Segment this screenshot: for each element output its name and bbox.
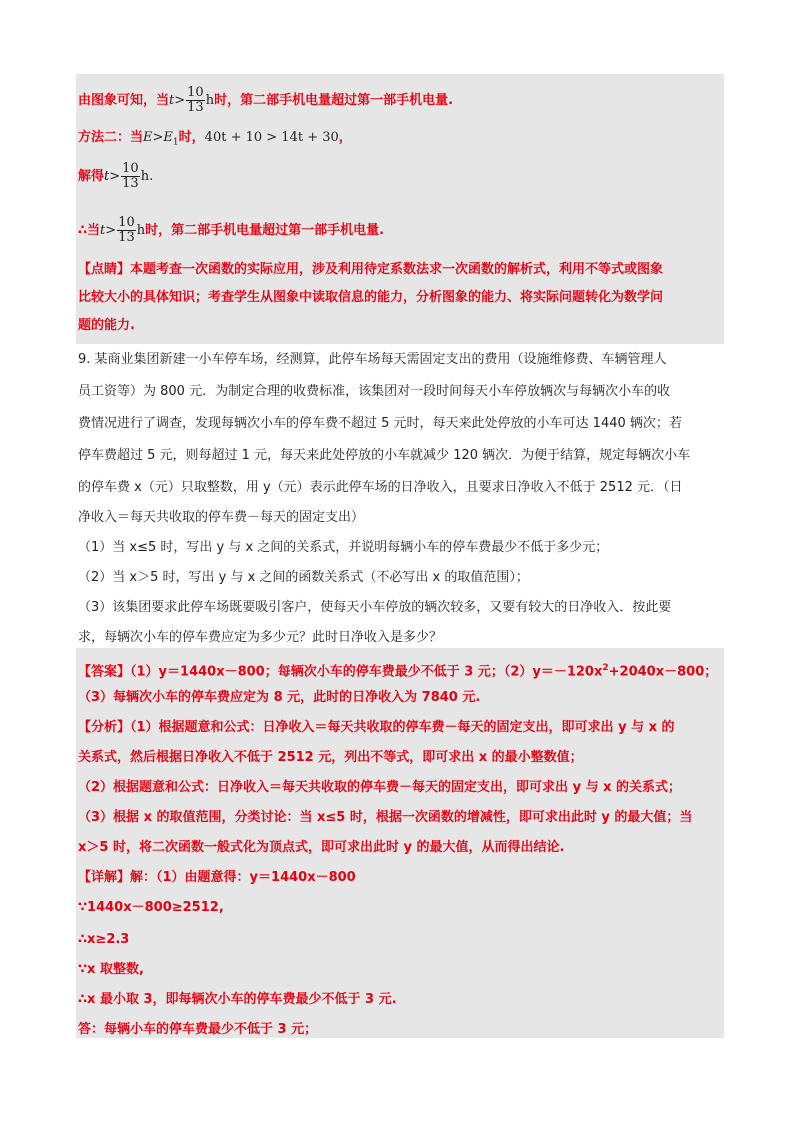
fraction-numerator: 10 <box>118 215 135 230</box>
question-line: 员工资等）为 800 元．为制定合理的收费标准，该集团对一段时间每天小车停放辆次与每辆次小车的收 <box>78 384 671 399</box>
variable-t: t <box>100 223 106 238</box>
comment-line: 【点睛】本题考查一次函数的实际应用，涉及利用待定系数法求一次函数的解析式，利用不等式或图象 <box>78 262 664 277</box>
therefore-line <box>78 216 724 245</box>
solve-line <box>78 162 724 191</box>
fraction-denominator: 13 <box>118 230 135 245</box>
detail-line: ∵1440x－800≥2512, <box>78 900 224 915</box>
greater-than: > <box>109 169 121 184</box>
detail-line: ∴x≥2.3 <box>78 932 130 947</box>
analysis-line: 关系式，然后根据日净收入不低于 2512 元，列出不等式，即可求出 x 的最小整数值； <box>78 750 583 765</box>
fraction-10-13 <box>117 216 136 245</box>
answer-line-2: （3）每辆次小车的停车费应定为 8 元，此时的日净收入为 7840 元. <box>78 690 481 705</box>
question-part-1: （1）当 x≤5 时，写出 y 与 x 之间的关系式，并说明每辆小车的停车费最少不低于多少元； <box>78 540 609 555</box>
fraction-denominator: 13 <box>187 100 204 115</box>
comment-line: 题的能力. <box>78 318 135 333</box>
method-two-mid: 时， <box>178 130 205 145</box>
question-line: 费情况进行了调查，发现每辆次小车的停车费不超过 5 元时，每天来此处停放的小车可达 1440 辆次；若 <box>78 416 682 431</box>
question-line: 的停车费 x（元）只取整数，用 y（元）表示此停车场的日净收入，且要求日净收入不低于 2512 元．（日 <box>78 480 683 495</box>
analysis-line: （2）根据题意和公式：日净收入＝每天共收取的停车费－每天的固定支出，即可求出 y 与 x 的关系式； <box>78 780 682 795</box>
analysis-line: （3）根据 x 的取值范围，分类讨论：当 x≤5 时，根据一次函数的增减性，即可求出此时 y 的最大值；当 <box>78 810 693 825</box>
greater-than: > <box>174 93 186 108</box>
therefore-suffix: 时，第二部手机电量超过第一部手机电量. <box>145 223 385 238</box>
detail-line: 【详解】解：（1）由题意得：y＝1440x－800 <box>78 870 356 885</box>
question-line: 9. 某商业集团新建一小车停车场，经测算，此停车场每天需固定支出的费用（设施维修费、车辆管理人 <box>78 352 667 367</box>
superscript-2: 2 <box>602 663 609 673</box>
detail-line: ∵x 取整数, <box>78 962 144 977</box>
fraction-numerator: 10 <box>187 85 204 100</box>
question-line: 净收入＝每天共收取的停车费－每天的固定支出） <box>78 510 365 525</box>
greater-than: > <box>152 130 164 145</box>
unit-h: h <box>205 93 215 108</box>
question-line: 停车费超过 5 元，则每超过 1 元，每天来此处停放的小车就减少 120 辆次．为便于结算，规定每辆次小车 <box>78 448 691 463</box>
fraction-denominator: 13 <box>122 176 139 191</box>
method-two-end: ， <box>338 130 352 145</box>
fraction-10-13 <box>121 162 140 191</box>
detail-line: ∴x 最小取 3，即每辆次小车的停车费最少不低于 3 元. <box>78 992 397 1007</box>
fraction-numerator: 10 <box>122 161 139 176</box>
method-two-label: 方法二：当 <box>78 130 144 145</box>
greater-than: > <box>105 223 117 238</box>
variable-t: t <box>104 169 110 184</box>
inequality: 40t + 10 > 14t + 30 <box>204 130 339 145</box>
graph-prefix: 由图象可知，当 <box>78 93 170 108</box>
answer-text-b: +2040x－800； <box>608 664 718 680</box>
detail-line: 答：每辆小车的停车费最少不低于 3 元； <box>78 1022 318 1037</box>
question-part-3: （3）该集团要求此停车场既要吸引客户，使每天小车停放的辆次较多，又要有较大的日净收入．按此要 <box>78 600 672 615</box>
therefore-prefix: ∴当 <box>78 223 101 238</box>
answer-text-a: 【答案】（1）y＝1440x－800；每辆次小车的停车费最少不低于 3 元；（2）y＝－120x <box>78 664 603 680</box>
variable-t: t <box>169 93 175 108</box>
comment-line: 比较大小的具体知识；考查学生从图象中读取信息的能力，分析图象的能力、将实际问题转化为数学问 <box>78 290 664 305</box>
analysis-line: 【分析】（1）根据题意和公式：日净收入＝每天共收取的停车费－每天的固定支出，即可求出 y 与 x 的 <box>78 720 675 735</box>
question-part-2: （2）当 x＞5 时，写出 y 与 x 之间的函数关系式（不必写出 x 的取值范围）； <box>78 570 529 585</box>
subscript-1: 1 <box>172 137 179 148</box>
answer-line-1 <box>78 658 724 682</box>
question-part-3: 求，每辆次小车的停车费应定为多少元？此时日净收入是多少？ <box>78 630 443 645</box>
graph-suffix: 时，第二部手机电量超过第一部手机电量. <box>214 93 454 108</box>
fraction-10-13 <box>186 86 205 115</box>
analysis-line: x＞5 时，将二次函数一般式化为顶点式，即可求出此时 y 的最大值，从而得出结论. <box>78 840 565 855</box>
solve-prefix: 解得 <box>78 169 105 184</box>
variable-e1: E <box>163 130 173 145</box>
method-two-line <box>78 128 724 153</box>
unit-h: h <box>136 223 146 238</box>
variable-e: E <box>143 130 153 145</box>
graph-conclusion-line <box>78 86 724 115</box>
unit-h: h. <box>140 169 154 184</box>
